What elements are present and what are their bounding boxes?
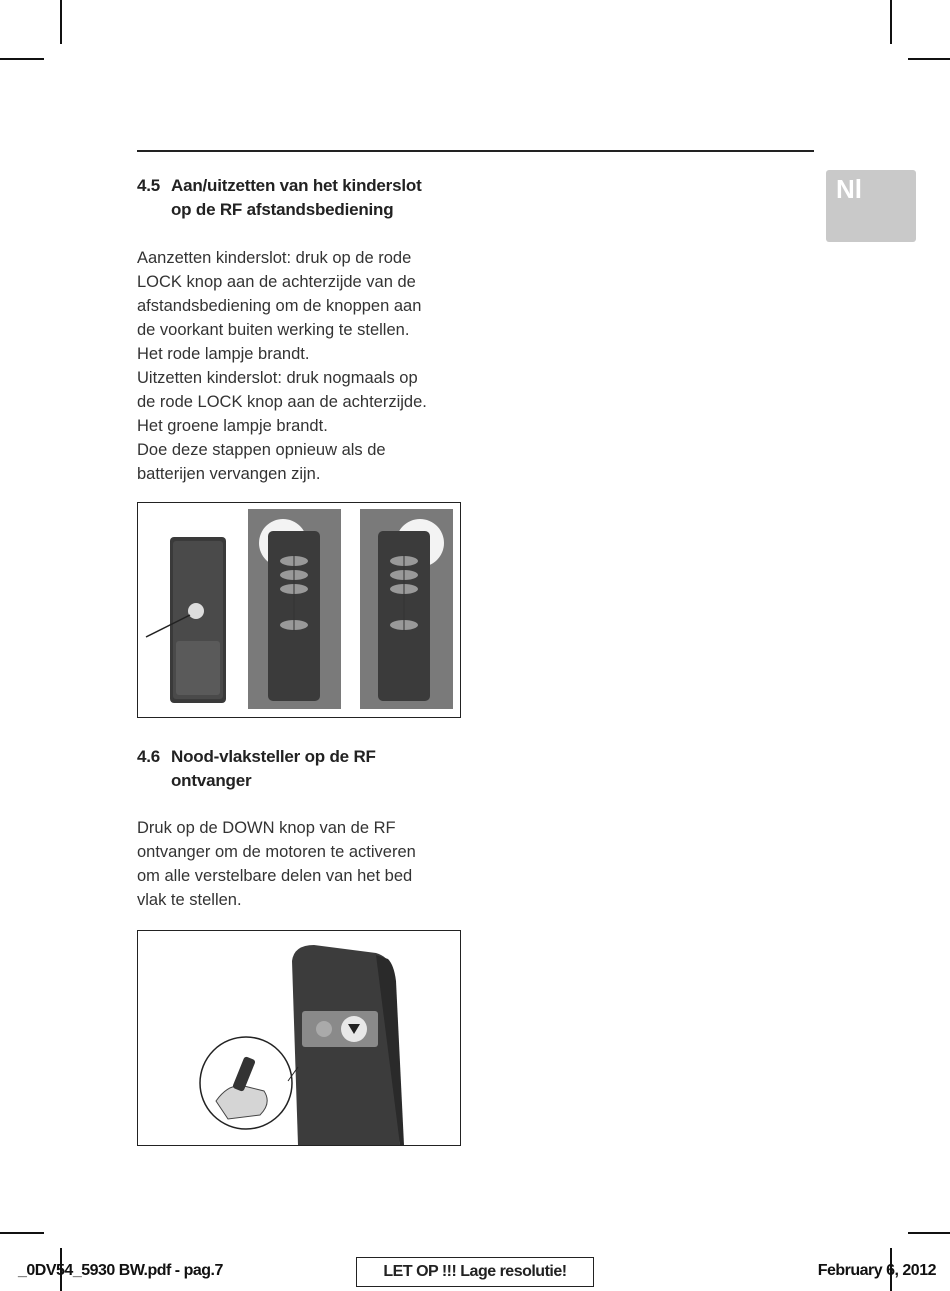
body-line: Het groene lampje brandt. (137, 417, 328, 435)
body-line: afstandsbediening om de knoppen aan (137, 297, 422, 315)
crop-mark (890, 0, 892, 44)
section-4-5-body (137, 246, 460, 486)
section-title-line1: Aan/uitzetten van het kinderslot (171, 176, 422, 195)
section-4-5-heading (137, 174, 460, 222)
body-line: batterijen vervangen zijn. (137, 465, 321, 483)
body-line: Doe deze stappen opnieuw als de (137, 441, 386, 459)
footer-filename: _0DV54_5930 BW.pdf - pag.7 (18, 1262, 223, 1279)
footer-warning: LET OP !!! Lage resolutie! (356, 1257, 594, 1287)
body-line: Het rode lampje brandt. (137, 345, 310, 363)
body-line: de rode LOCK knop aan de achterzijde. (137, 393, 427, 411)
crop-mark (908, 1232, 950, 1234)
section-title-line2: ontvanger (171, 771, 252, 790)
receiver-figure (137, 930, 461, 1146)
body-line: Druk op de DOWN knop van de RF (137, 819, 396, 837)
footer-date: February 6, 2012 (817, 1262, 936, 1279)
section-title-line2: op de RF afstandsbediening (171, 200, 394, 219)
crop-mark (0, 58, 44, 60)
remote-lock-illustration (138, 503, 460, 717)
crop-mark (60, 0, 62, 44)
remote-lock-figure (137, 502, 461, 718)
body-line: Aanzetten kinderslot: druk op de rode (137, 249, 412, 267)
body-line: de voorkant buiten werking te stellen. (137, 321, 410, 339)
body-line: vlak te stellen. (137, 891, 242, 909)
crop-mark (0, 1232, 44, 1234)
body-line: ontvanger om de motoren te activeren (137, 843, 416, 861)
crop-mark (908, 58, 950, 60)
body-line: Uitzetten kinderslot: druk nogmaals op (137, 369, 418, 387)
body-line: LOCK knop aan de achterzijde van de (137, 273, 416, 291)
header-rule (137, 150, 814, 152)
body-line: om alle verstelbare delen van het bed (137, 867, 413, 885)
language-tab (826, 170, 916, 242)
section-4-6-heading (137, 745, 460, 793)
section-number: 4.6 (137, 747, 161, 766)
language-tab-label: Nl (836, 174, 862, 204)
section-number: 4.5 (137, 176, 161, 195)
section-title-line1: Nood-vlaksteller op de RF (171, 747, 376, 766)
receiver-illustration (138, 931, 460, 1145)
section-4-6-body (137, 816, 460, 912)
